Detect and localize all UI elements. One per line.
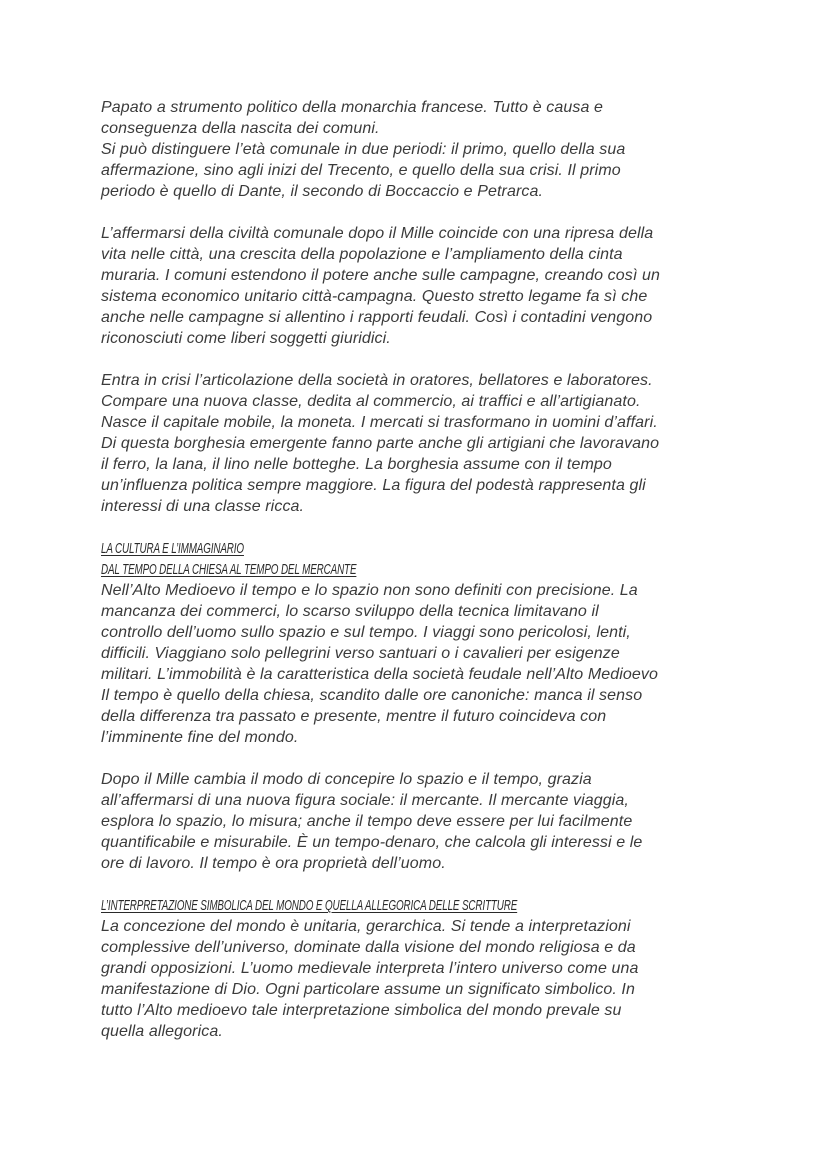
text-line: periodo è quello di Dante, il secondo di Boccaccio e Petrarca. [101,183,544,200]
section-heading [101,895,761,916]
text-line: un’influenza politica sempre maggiore. La figura del podestà rappresenta gli [101,477,646,494]
section-subheading [101,559,761,580]
text-line: quella allegorica. [101,1023,223,1040]
text-line: L’affermarsi della civiltà comunale dopo il Mille coincide con una ripresa della [101,225,654,242]
text-line: tutto l’Alto medioevo tale interpretazione simbolica del mondo prevale su [101,1002,622,1019]
text-line: La concezione del mondo è unitaria, gerarchica. Si tende a interpretazioni [101,918,631,935]
section-heading [101,538,761,559]
text-line: ore di lavoro. Il tempo è ora proprietà dell’uomo. [101,855,446,872]
text-line: Entra in crisi l’articolazione della società in oratores, bellatores e laboratores. [101,372,653,389]
text-line: affermazione, sino agli inizi del Trecento, e quello della sua crisi. Il primo [101,162,621,179]
text-line: l’imminente fine del mondo. [101,729,299,746]
paragraph-civilta-comunale [101,223,761,349]
paragraph-mercante [101,769,761,874]
text-line: muraria. I comuni estendono il potere anche sulle campagne, creando così un [101,267,660,284]
heading-text: LA CULTURA E L’IMMAGINARIO [101,541,244,557]
text-line: controllo dell’uomo sullo spazio e sul tempo. I viaggi sono pericolosi, lenti, [101,624,631,641]
document-page [101,97,761,1042]
paragraph-borghesia [101,370,761,517]
text-line: quantificabile e misurabile. È un tempo-denaro, che calcola gli interessi e le [101,834,643,851]
text-line: interessi di una classe ricca. [101,498,305,515]
text-line: vita nelle città, una crescita della popolazione e l’ampliamento della cinta [101,246,623,263]
paragraph-interpretazione-simbolica [101,916,761,1042]
text-line: Di questa borghesia emergente fanno parte anche gli artigiani che lavoravano [101,435,660,452]
text-line: Nasce il capitale mobile, la moneta. I mercati si trasformano in uomini d’affari. [101,414,658,431]
text-line: della differenza tra passato e presente, mentre il futuro coincideva con [101,708,607,725]
text-line: il ferro, la lana, il lino nelle botteghe. La borghesia assume con il tempo [101,456,612,473]
text-line: all’affermarsi di una nuova figura sociale: il mercante. Il mercante viaggia, [101,792,629,809]
text-line: complessive dell’universo, dominate dalla visione del mondo religiosa e da [101,939,636,956]
text-line: Compare una nuova classe, dedita al commercio, ai traffici e all’artigianato. [101,393,641,410]
text-line: riconosciuti come liberi soggetti giuridici. [101,330,391,347]
text-line: difficili. Viaggiano solo pellegrini verso santuari o i cavalieri per esigenze [101,645,620,662]
text-line: Il tempo è quello della chiesa, scandito dalle ore canoniche: manca il senso [101,687,643,704]
text-line: mancanza dei commerci, lo scarso sviluppo della tecnica limitavano il [101,603,599,620]
paragraph-comuni-intro [101,97,761,202]
text-line: Dopo il Mille cambia il modo di concepire lo spazio e il tempo, grazia [101,771,592,788]
paragraph-alto-medioevo [101,580,761,748]
text-line: grandi opposizioni. L’uomo medievale interpreta l’intero universo come una [101,960,639,977]
text-line: Papato a strumento politico della monarchia francese. Tutto è causa e [101,99,603,116]
text-line: militari. L’immobilità è la caratteristica della società feudale nell’Alto Medioevo [101,666,659,683]
text-line: sistema economico unitario città-campagna. Questo stretto legame fa sì che [101,288,648,305]
heading-text: L’INTERPRETAZIONE SIMBOLICA DEL MONDO E QUELLA ALLEGORICA DELLE SCRITTURE [101,898,518,914]
text-line: conseguenza della nascita dei comuni. [101,120,380,137]
text-line: esplora lo spazio, lo misura; anche il tempo deve essere per lui facilmente [101,813,633,830]
text-line: Si può distinguere l’età comunale in due periodi: il primo, quello della sua [101,141,626,158]
heading-text: DAL TEMPO DELLA CHIESA AL TEMPO DEL MERCANTE [101,562,357,578]
text-line: anche nelle campagne si allentino i rapporti feudali. Così i contadini vengono [101,309,653,326]
text-line: manifestazione di Dio. Ogni particolare assume un significato simbolico. In [101,981,635,998]
text-line: Nell’Alto Medioevo il tempo e lo spazio non sono definiti con precisione. La [101,582,638,599]
